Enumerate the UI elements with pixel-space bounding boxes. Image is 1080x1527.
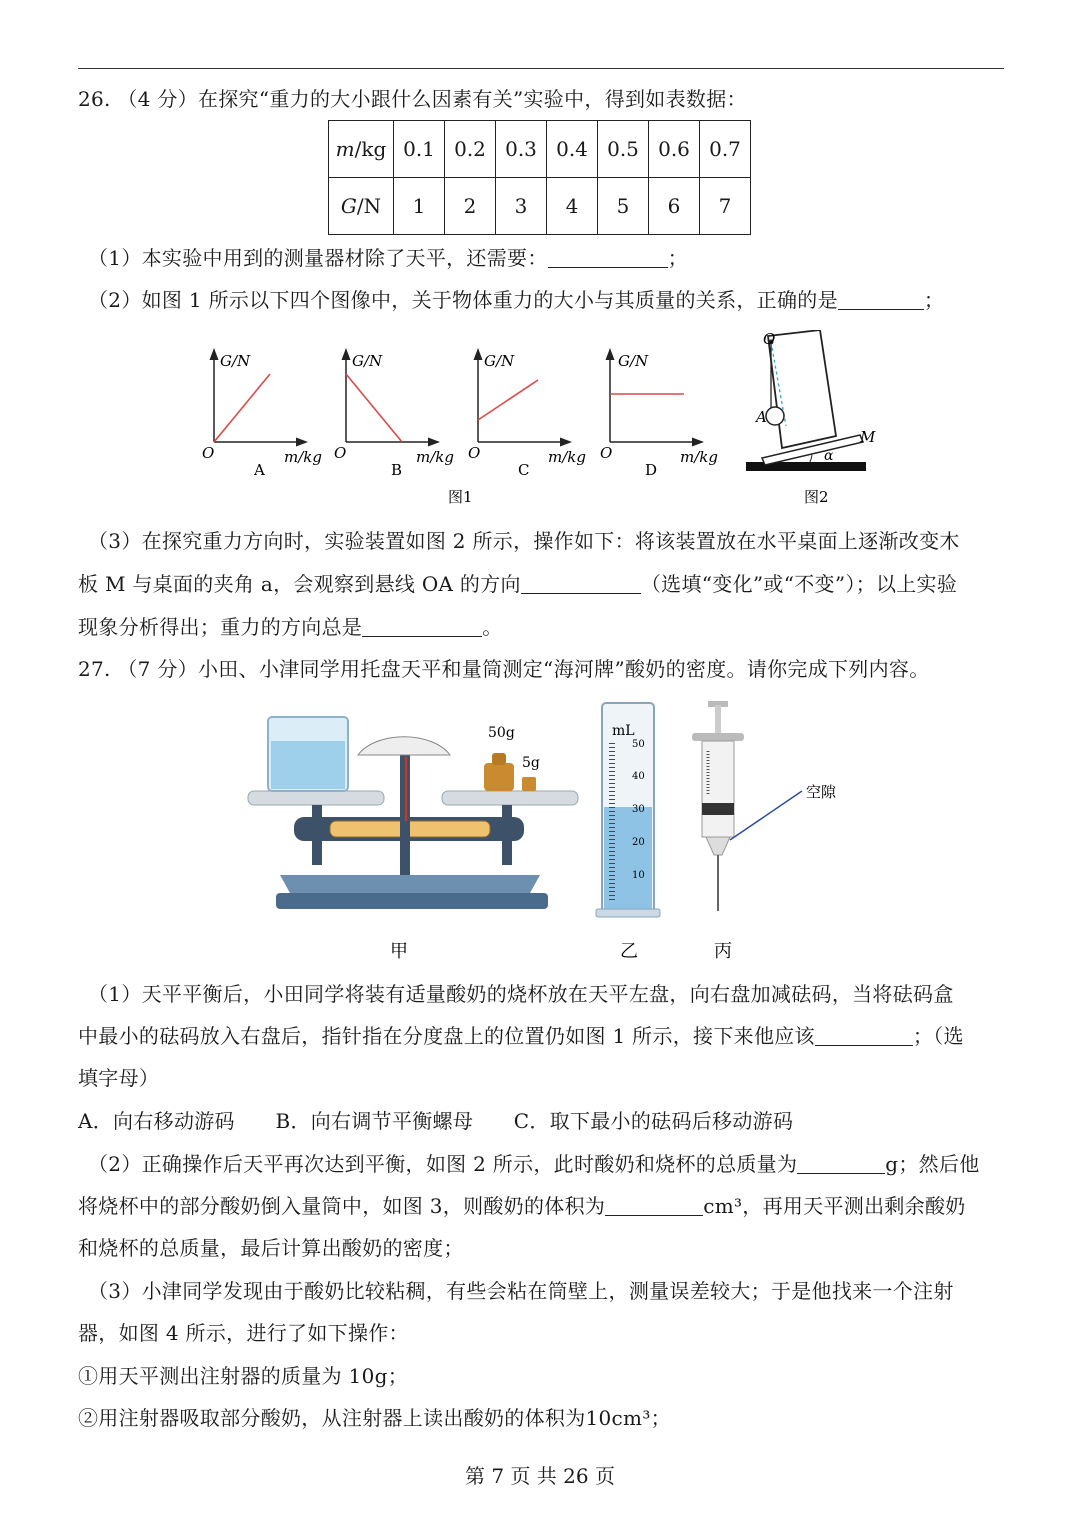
cylinder-tick-50: 50 bbox=[632, 739, 645, 750]
q26-part3-line2: 板 M 与桌面的夹角 a，会观察到悬线 OA 的方向 （选填“变化”或“不变”）；以上实验 bbox=[78, 572, 958, 596]
q27-options: A．向右移动游码 B．向右调节平衡螺母 C．取下最小的砝码后移动游码 bbox=[78, 1109, 794, 1133]
graduated-cylinder bbox=[596, 703, 660, 917]
graph-ylabel: G/N bbox=[220, 352, 251, 370]
cylinder-unit-label: mL bbox=[612, 723, 635, 739]
q27-step1: ①用天平测出注射器的质量为 10g； bbox=[78, 1364, 409, 1388]
graph-label-a: A bbox=[254, 461, 265, 479]
graph-origin: O bbox=[202, 444, 215, 462]
q27-part1-line1: （1）天平平衡后，小田同学将装有适量酸奶的烧杯放在天平左盘，向右盘加减砝码，当将砝码盒 bbox=[88, 982, 954, 1006]
graph-c bbox=[468, 352, 586, 479]
q27-part3-line1: （3）小津同学发现由于酸奶比较粘稠，有些会粘在筒壁上，测量误差较大；于是他找来一个注射 bbox=[88, 1279, 954, 1303]
answer-blank[interactable] bbox=[548, 247, 668, 268]
answer-blank[interactable] bbox=[815, 1025, 913, 1046]
graph-xlabel: m/kg bbox=[416, 448, 454, 466]
graph-label-c: C bbox=[518, 461, 530, 479]
table-cell: 0.7 bbox=[700, 121, 751, 178]
q27-part2-line3: 和烧杯的总质量，最后计算出酸奶的密度； bbox=[78, 1236, 464, 1260]
caption-yi: 乙 bbox=[620, 941, 638, 962]
caption-bing: 丙 bbox=[714, 941, 732, 962]
q27-part2-line1: （2）正确操作后天平再次达到平衡，如图 2 所示，此时酸奶和烧杯的总质量为 g；然后他 bbox=[88, 1152, 980, 1176]
balance-scale bbox=[248, 717, 578, 909]
table-row bbox=[329, 121, 751, 178]
graph-ylabel: G/N bbox=[352, 352, 383, 370]
caption-jia: 甲 bbox=[390, 941, 408, 962]
graph-origin: O bbox=[334, 444, 347, 462]
q26-part1: （1）本实验中用到的测量器材除了天平，还需要： ； bbox=[88, 246, 688, 270]
table-cell: 0.3 bbox=[496, 121, 547, 178]
graph-ylabel: G/N bbox=[618, 352, 649, 370]
fig2-label-o: O bbox=[763, 330, 776, 348]
answer-blank[interactable] bbox=[362, 616, 482, 637]
graph-b bbox=[334, 352, 454, 479]
figure-2-caption: 图2 bbox=[804, 488, 829, 506]
data-table bbox=[328, 120, 751, 235]
answer-blank[interactable] bbox=[797, 1153, 885, 1174]
table-cell: 3 bbox=[496, 178, 547, 235]
graph-d bbox=[600, 352, 718, 479]
syringe bbox=[692, 701, 837, 911]
answer-blank[interactable] bbox=[605, 1195, 703, 1216]
graph-ylabel: G/N bbox=[484, 352, 515, 370]
graph-xlabel: m/kg bbox=[680, 448, 718, 466]
weight-50g-label: 50g bbox=[488, 725, 515, 741]
figure-1-caption: 图1 bbox=[448, 488, 473, 506]
gap-label: 空隙 bbox=[806, 783, 837, 801]
graph-origin: O bbox=[600, 444, 613, 462]
figure-2-apparatus bbox=[746, 330, 876, 506]
fig2-label-m: M bbox=[860, 428, 876, 446]
answer-blank[interactable] bbox=[838, 289, 924, 310]
graph-label-d: D bbox=[645, 461, 658, 479]
table-cell: 2 bbox=[445, 178, 496, 235]
table-cell: 0.2 bbox=[445, 121, 496, 178]
graph-xlabel: m/kg bbox=[284, 448, 322, 466]
graph-xlabel: m/kg bbox=[548, 448, 586, 466]
table-cell: 0.1 bbox=[394, 121, 445, 178]
table-row bbox=[329, 178, 751, 235]
q26-part2: （2）如图 1 所示以下四个图像中，关于物体重力的大小与其质量的关系，正确的是 ； bbox=[88, 288, 945, 312]
table-cell: 7 bbox=[700, 178, 751, 235]
q26-title: 26. （4 分）在探究“重力的大小跟什么因素有关”实验中，得到如表数据： bbox=[78, 87, 747, 111]
q27-part2-line2: 将烧杯中的部分酸奶倒入量筒中，如图 3，则酸奶的体积为 cm³，再用天平测出剩余酸奶 bbox=[78, 1194, 966, 1218]
cylinder-tick-10: 10 bbox=[632, 870, 645, 881]
weight-5g-label: 5g bbox=[522, 755, 540, 771]
table-header-weight: G/N bbox=[329, 178, 394, 235]
table-cell: 1 bbox=[394, 178, 445, 235]
table-cell: 6 bbox=[649, 178, 700, 235]
q26-part3-line3: 现象分析得出；重力的方向总是 。 bbox=[78, 615, 503, 639]
graph-label-b: B bbox=[391, 461, 403, 479]
fig2-label-alpha: α bbox=[824, 448, 834, 464]
cylinder-tick-40: 40 bbox=[632, 771, 645, 782]
q27-title: 27. （7 分）小田、小津同学用托盘天平和量筒测定“海河牌”酸奶的密度。请你完成下列内容。 bbox=[78, 657, 930, 681]
page-footer: 第 7 页 共 26 页 bbox=[465, 1464, 615, 1488]
figure-apparatus bbox=[240, 695, 860, 970]
q27-part1-line2: 中最小的砝码放入右盘后，指针指在分度盘上的位置仍如图 1 所示，接下来他应该 ；（选 bbox=[78, 1024, 964, 1048]
figure-1-graphs bbox=[190, 330, 880, 515]
answer-blank[interactable] bbox=[521, 573, 641, 594]
q27-part1-line3: 填字母） bbox=[78, 1066, 160, 1090]
graph-a bbox=[202, 352, 322, 479]
table-cell: 4 bbox=[547, 178, 598, 235]
table-cell: 0.6 bbox=[649, 121, 700, 178]
table-header-mass: m/kg bbox=[329, 121, 394, 178]
graph-origin: O bbox=[468, 444, 481, 462]
cylinder-tick-30: 30 bbox=[632, 804, 645, 815]
table-cell: 0.4 bbox=[547, 121, 598, 178]
fig2-label-a: A bbox=[756, 408, 767, 426]
cylinder-tick-20: 20 bbox=[632, 837, 645, 848]
q27-step2: ②用注射器吸取部分酸奶，从注射器上读出酸奶的体积为10cm³； bbox=[78, 1406, 671, 1430]
table-cell: 0.5 bbox=[598, 121, 649, 178]
q27-part3-line2: 器，如图 4 所示，进行了如下操作： bbox=[78, 1321, 409, 1345]
table-cell: 5 bbox=[598, 178, 649, 235]
top-rule bbox=[78, 68, 1004, 69]
q26-part3-line1: （3）在探究重力方向时，实验装置如图 2 所示，操作如下：将该装置放在水平桌面上逐渐改变木 bbox=[88, 529, 960, 553]
